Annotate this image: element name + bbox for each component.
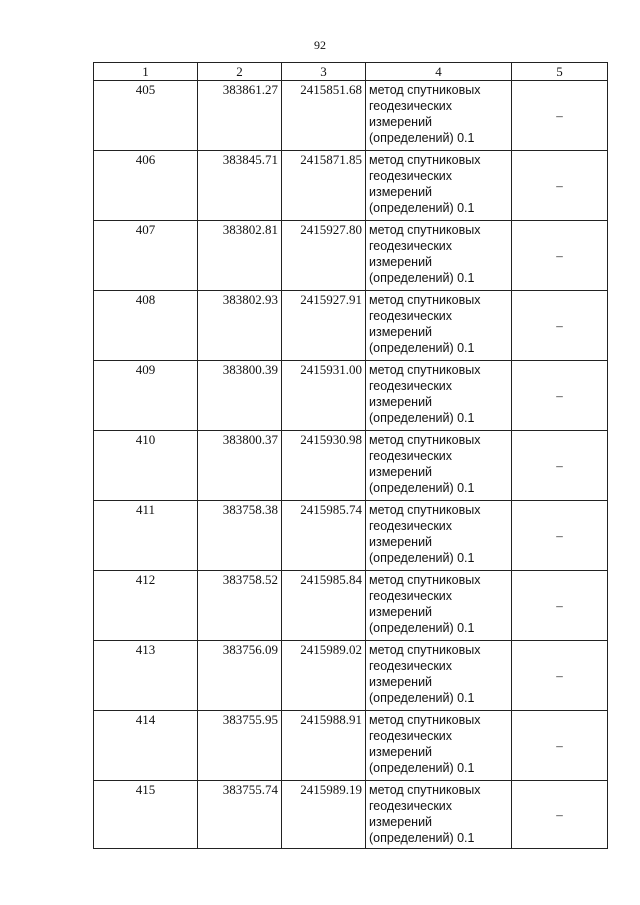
point-number-cell: 413 [94,641,198,711]
coordinates-table [93,62,608,849]
point-number-cell: 411 [94,501,198,571]
table-header-row [94,63,608,81]
table-row [94,501,608,571]
x-coordinate-cell: 383861.27 [198,81,282,151]
point-number-cell: 407 [94,221,198,291]
method-cell: метод спутниковых геодезических измерений (определений) 0.1 [366,711,512,781]
note-cell: – [512,361,608,431]
x-coordinate-cell: 383756.09 [198,641,282,711]
method-cell: метод спутниковых геодезических измерений (определений) 0.1 [366,361,512,431]
method-cell: метод спутниковых геодезических измерений (определений) 0.1 [366,571,512,641]
y-coordinate-cell: 2415985.74 [282,501,366,571]
table-row [94,571,608,641]
x-coordinate-cell: 383758.52 [198,571,282,641]
note-cell: – [512,571,608,641]
note-cell: – [512,501,608,571]
y-coordinate-cell: 2415927.91 [282,291,366,361]
method-cell: метод спутниковых геодезических измерений (определений) 0.1 [366,221,512,291]
y-coordinate-cell: 2415985.84 [282,571,366,641]
x-coordinate-cell: 383800.39 [198,361,282,431]
x-coordinate-cell: 383755.95 [198,711,282,781]
page-number: 92 [314,38,326,52]
column-header-3: 3 [282,63,366,81]
note-cell: – [512,431,608,501]
y-coordinate-cell: 2415851.68 [282,81,366,151]
column-header-1: 1 [94,63,198,81]
note-cell: – [512,291,608,361]
y-coordinate-cell: 2415989.02 [282,641,366,711]
point-number-cell: 410 [94,431,198,501]
method-cell: метод спутниковых геодезических измерений (определений) 0.1 [366,291,512,361]
method-cell: метод спутниковых геодезических измерений (определений) 0.1 [366,81,512,151]
table-row [94,291,608,361]
y-coordinate-cell: 2415927.80 [282,221,366,291]
point-number-cell: 409 [94,361,198,431]
table-row [94,221,608,291]
point-number-cell: 412 [94,571,198,641]
table-row [94,641,608,711]
method-cell: метод спутниковых геодезических измерений (определений) 0.1 [366,781,512,849]
table-row [94,431,608,501]
method-cell: метод спутниковых геодезических измерений (определений) 0.1 [366,501,512,571]
point-number-cell: 406 [94,151,198,221]
method-cell: метод спутниковых геодезических измерений (определений) 0.1 [366,151,512,221]
y-coordinate-cell: 2415931.00 [282,361,366,431]
method-cell: метод спутниковых геодезических измерений (определений) 0.1 [366,641,512,711]
note-cell: – [512,81,608,151]
y-coordinate-cell: 2415988.91 [282,711,366,781]
x-coordinate-cell: 383800.37 [198,431,282,501]
column-header-5: 5 [512,63,608,81]
note-cell: – [512,781,608,849]
note-cell: – [512,641,608,711]
table-row [94,151,608,221]
column-header-4: 4 [366,63,512,81]
y-coordinate-cell: 2415930.98 [282,431,366,501]
point-number-cell: 408 [94,291,198,361]
column-header-2: 2 [198,63,282,81]
table-row [94,361,608,431]
point-number-cell: 415 [94,781,198,849]
x-coordinate-cell: 383755.74 [198,781,282,849]
point-number-cell: 414 [94,711,198,781]
x-coordinate-cell: 383758.38 [198,501,282,571]
table-row [94,711,608,781]
y-coordinate-cell: 2415989.19 [282,781,366,849]
note-cell: – [512,151,608,221]
method-cell: метод спутниковых геодезических измерений (определений) 0.1 [366,431,512,501]
x-coordinate-cell: 383845.71 [198,151,282,221]
x-coordinate-cell: 383802.93 [198,291,282,361]
table-row [94,81,608,151]
x-coordinate-cell: 383802.81 [198,221,282,291]
note-cell: – [512,711,608,781]
y-coordinate-cell: 2415871.85 [282,151,366,221]
point-number-cell: 405 [94,81,198,151]
table-row [94,781,608,849]
note-cell: – [512,221,608,291]
